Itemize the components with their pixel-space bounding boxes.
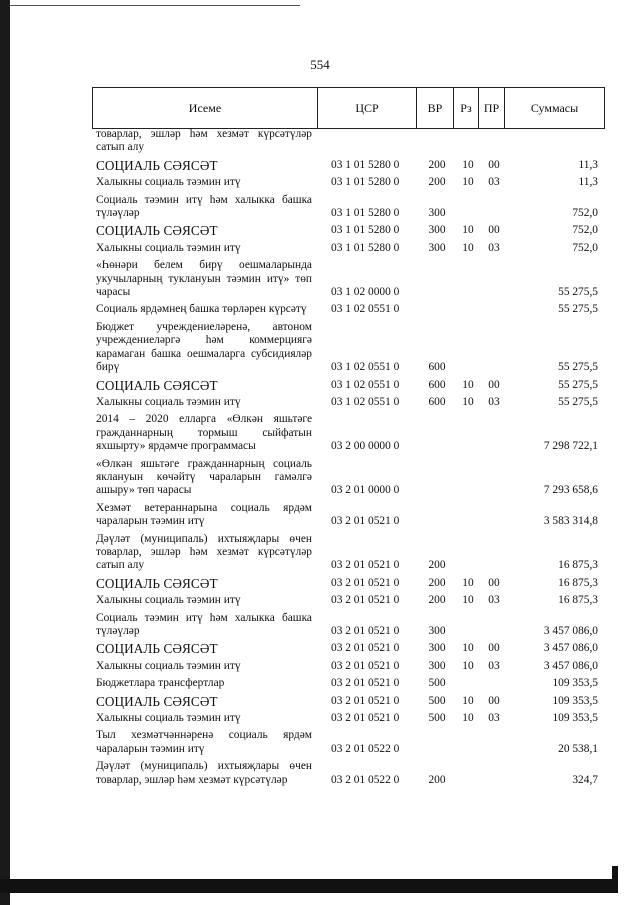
table-row bbox=[96, 413, 606, 453]
row-name: Социаль ярдәмнең башка төрләрен күрсәтү bbox=[96, 303, 307, 316]
row-sum: 55 275,5 bbox=[558, 286, 598, 299]
row-name: СОЦИАЛЬ СӘЯСӘТ bbox=[96, 641, 218, 657]
row-csr: 03 2 01 0521 0 bbox=[331, 659, 400, 672]
row-sum: 752,0 bbox=[572, 207, 598, 220]
row-sum: 7 293 658,6 bbox=[543, 484, 598, 497]
table-row bbox=[96, 303, 606, 316]
row-csr: 03 2 01 0521 0 bbox=[331, 576, 400, 589]
table-header bbox=[92, 87, 605, 129]
row-pr: 03 bbox=[488, 395, 500, 408]
row-name: СОЦИАЛЬ СӘЯСӘТ bbox=[96, 377, 218, 393]
row-rz: 10 bbox=[462, 712, 474, 725]
row-pr: 03 bbox=[488, 176, 500, 189]
row-name: Халыкны социаль тәэмин итү bbox=[96, 241, 241, 254]
row-vr: 600 bbox=[428, 378, 446, 391]
table-body bbox=[96, 128, 606, 787]
row-vr: 500 bbox=[428, 712, 446, 725]
row-rz: 10 bbox=[462, 694, 474, 707]
row-sum: 752,0 bbox=[572, 241, 598, 254]
row-pr: 00 bbox=[488, 694, 500, 707]
row-sum: 11,3 bbox=[578, 176, 598, 189]
scan-edge-top bbox=[10, 5, 300, 6]
row-rz: 10 bbox=[462, 378, 474, 391]
row-vr: 300 bbox=[428, 642, 446, 655]
table-row bbox=[96, 194, 606, 221]
row-sum: 16 875,3 bbox=[558, 594, 598, 607]
row-pr: 03 bbox=[488, 594, 500, 607]
row-sum: 16 875,3 bbox=[558, 559, 598, 572]
row-rz: 10 bbox=[462, 241, 474, 254]
row-name: Тыл хезмәтчәннәренә социаль ярдәм чараларын тәэмин итү bbox=[96, 729, 312, 755]
row-pr: 00 bbox=[488, 576, 500, 589]
row-rz: 10 bbox=[462, 176, 474, 189]
row-sum: 109 353,5 bbox=[552, 712, 598, 725]
table-row bbox=[96, 594, 606, 607]
row-name: Халыкны социаль тәэмин итү bbox=[96, 594, 241, 607]
row-name: Халыкны социаль тәэмин итү bbox=[96, 176, 241, 189]
table-row bbox=[96, 760, 606, 787]
row-name: Халыкны социаль тәэмин итү bbox=[96, 395, 241, 408]
row-vr: 500 bbox=[428, 677, 446, 690]
table-row bbox=[96, 379, 606, 392]
row-sum: 20 538,1 bbox=[558, 742, 598, 755]
row-vr: 600 bbox=[428, 361, 446, 374]
table-row bbox=[96, 159, 606, 172]
row-csr: 03 1 01 5280 0 bbox=[331, 207, 400, 220]
scan-edge-right bbox=[612, 866, 618, 893]
row-csr: 03 2 01 0521 0 bbox=[331, 677, 400, 690]
row-pr: 03 bbox=[488, 241, 500, 254]
table-row bbox=[96, 712, 606, 725]
row-csr: 03 2 01 0521 0 bbox=[331, 625, 400, 637]
row-name: товарлар, эшләр һәм хезмәт күрсәтүләр сатып алу bbox=[96, 128, 312, 154]
row-name: СОЦИАЛЬ СӘЯСӘТ bbox=[96, 575, 218, 591]
row-pr: 00 bbox=[488, 378, 500, 391]
row-rz: 10 bbox=[462, 158, 474, 171]
row-vr: 300 bbox=[428, 241, 446, 254]
table-row bbox=[96, 242, 606, 255]
row-csr: 03 1 02 0551 0 bbox=[331, 303, 400, 316]
row-sum: 55 275,5 bbox=[558, 378, 598, 391]
row-name: Дәүләт (муниципаль) ихтыяҗлары өчен товарлар, эшләр һәм хезмәт күрсәтүләр bbox=[96, 760, 312, 786]
row-sum: 3 457 086,0 bbox=[543, 625, 598, 637]
row-sum: 7 298 722,1 bbox=[543, 440, 598, 453]
row-rz: 10 bbox=[462, 594, 474, 607]
header-vr: ВР bbox=[416, 88, 453, 128]
scan-edge-bottom bbox=[0, 879, 618, 893]
row-pr: 03 bbox=[488, 659, 500, 672]
row-vr: 300 bbox=[428, 224, 446, 237]
row-name: 2014 – 2020 елларга «Өлкән яшьтәге гражданнарның тормыш сыйфатын яхшырту» ярдәмче программасы bbox=[96, 413, 312, 453]
row-vr: 200 bbox=[428, 576, 446, 589]
row-name: Халыкны социаль тәэмин итү bbox=[96, 712, 241, 725]
row-csr: 03 1 01 5280 0 bbox=[331, 241, 400, 254]
row-sum: 55 275,5 bbox=[558, 361, 598, 374]
row-name: «Һөнәри белем бирү оешмаларында укучыларның туклануын тәэмин итү» төп чарасы bbox=[96, 259, 312, 299]
row-pr: 00 bbox=[488, 642, 500, 655]
row-csr: 03 2 01 0521 0 bbox=[331, 594, 400, 607]
row-vr: 300 bbox=[428, 625, 446, 637]
row-csr: 03 2 01 0521 0 bbox=[331, 712, 400, 725]
table-row bbox=[96, 128, 606, 155]
row-sum: 11,3 bbox=[578, 158, 598, 171]
row-vr: 300 bbox=[428, 207, 446, 220]
row-sum: 3 583 314,8 bbox=[543, 515, 598, 528]
table-row bbox=[96, 176, 606, 189]
row-csr: 03 1 01 5280 0 bbox=[331, 158, 400, 171]
row-sum: 3 457 086,0 bbox=[543, 642, 598, 655]
row-vr: 200 bbox=[428, 176, 446, 189]
row-vr: 200 bbox=[428, 773, 446, 786]
row-name: Социаль тәэмин итү һәм халыкка башка түләүләр bbox=[96, 611, 312, 637]
row-csr: 03 2 01 0000 0 bbox=[331, 484, 400, 497]
header-name: Исеме bbox=[188, 100, 222, 115]
row-name: СОЦИАЛЬ СӘЯСӘТ bbox=[96, 693, 218, 709]
row-csr: 03 1 01 5280 0 bbox=[331, 176, 400, 189]
table-row bbox=[96, 321, 606, 375]
row-name: Бюджетлара трансфертлар bbox=[96, 677, 225, 690]
row-pr: 00 bbox=[488, 224, 500, 237]
table-row bbox=[96, 224, 606, 237]
table-row bbox=[96, 396, 606, 409]
row-name: СОЦИАЛЬ СӘЯСӘТ bbox=[96, 223, 218, 239]
table-row bbox=[96, 577, 606, 590]
row-name: Социаль тәэмин итү һәм халыкка башка түләүләр bbox=[96, 193, 312, 220]
table-row bbox=[96, 533, 606, 573]
row-csr: 03 2 01 0522 0 bbox=[331, 773, 400, 786]
row-name: СОЦИАЛЬ СӘЯСӘТ bbox=[96, 157, 218, 173]
row-csr: 03 2 01 0521 0 bbox=[331, 694, 400, 707]
page-number: 554 bbox=[310, 57, 330, 72]
row-csr: 03 2 01 0522 0 bbox=[331, 742, 400, 755]
table-row bbox=[96, 729, 606, 756]
row-sum: 324,7 bbox=[572, 773, 598, 786]
table-row bbox=[96, 677, 606, 690]
row-name: «Өлкән яшьтәге гражданнарның социаль яклануын көчәйтү чараларын гамәлгә ашыру» төп чарасы bbox=[96, 457, 312, 497]
header-sum: Суммасы bbox=[504, 88, 604, 128]
row-csr: 03 1 02 0551 0 bbox=[331, 361, 400, 374]
row-pr: 00 bbox=[488, 158, 500, 171]
table-row bbox=[96, 660, 606, 673]
row-sum: 109 353,5 bbox=[552, 694, 598, 707]
row-csr: 03 1 02 0551 0 bbox=[331, 395, 400, 408]
row-csr: 03 1 02 0551 0 bbox=[331, 378, 400, 391]
table-row bbox=[96, 695, 606, 708]
row-name: Хезмәт ветераннарына социаль ярдәм чараларын тәэмин итү bbox=[96, 501, 312, 528]
row-rz: 10 bbox=[462, 576, 474, 589]
scan-edge-left bbox=[0, 0, 10, 905]
table-row bbox=[96, 642, 606, 655]
table-row bbox=[96, 612, 606, 639]
row-csr: 03 2 01 0521 0 bbox=[331, 515, 400, 528]
row-vr: 600 bbox=[428, 395, 446, 408]
row-name: Бюджет учреждениеләренә, автоном учреждениеләргә һәм коммерциягә карамаган башка оешмаларга субсидияләр бирү bbox=[96, 320, 312, 374]
row-sum: 55 275,5 bbox=[558, 303, 598, 316]
header-pr: ПР bbox=[478, 88, 504, 128]
row-vr: 500 bbox=[428, 694, 446, 707]
row-name: Дәүләт (муниципаль) ихтыяҗлары өчен товарлар, эшләр һәм хезмәт күрсәтүләр сатып алу bbox=[96, 532, 312, 572]
table-row bbox=[96, 502, 606, 529]
row-sum: 3 457 086,0 bbox=[543, 659, 598, 672]
row-sum: 16 875,3 bbox=[558, 576, 598, 589]
header-csr: ЦСР bbox=[317, 88, 416, 128]
row-rz: 10 bbox=[462, 395, 474, 408]
table-row bbox=[96, 458, 606, 498]
row-rz: 10 bbox=[462, 224, 474, 237]
row-csr: 03 1 01 5280 0 bbox=[331, 224, 400, 237]
row-sum: 752,0 bbox=[572, 224, 598, 237]
row-csr: 03 2 01 0521 0 bbox=[331, 559, 400, 572]
row-name: Халыкны социаль тәэмин итү bbox=[96, 659, 241, 672]
row-rz: 10 bbox=[462, 659, 474, 672]
row-vr: 300 bbox=[428, 659, 446, 672]
row-pr: 03 bbox=[488, 712, 500, 725]
row-sum: 55 275,5 bbox=[558, 395, 598, 408]
table-row bbox=[96, 259, 606, 299]
row-vr: 200 bbox=[428, 594, 446, 607]
row-csr: 03 1 02 0000 0 bbox=[331, 286, 400, 299]
row-csr: 03 2 01 0521 0 bbox=[331, 642, 400, 655]
row-rz: 10 bbox=[462, 642, 474, 655]
row-vr: 200 bbox=[428, 158, 446, 171]
row-csr: 03 2 00 0000 0 bbox=[331, 440, 400, 453]
header-rz: Рз bbox=[453, 88, 478, 128]
row-vr: 200 bbox=[428, 559, 446, 572]
row-sum: 109 353,5 bbox=[552, 677, 598, 690]
